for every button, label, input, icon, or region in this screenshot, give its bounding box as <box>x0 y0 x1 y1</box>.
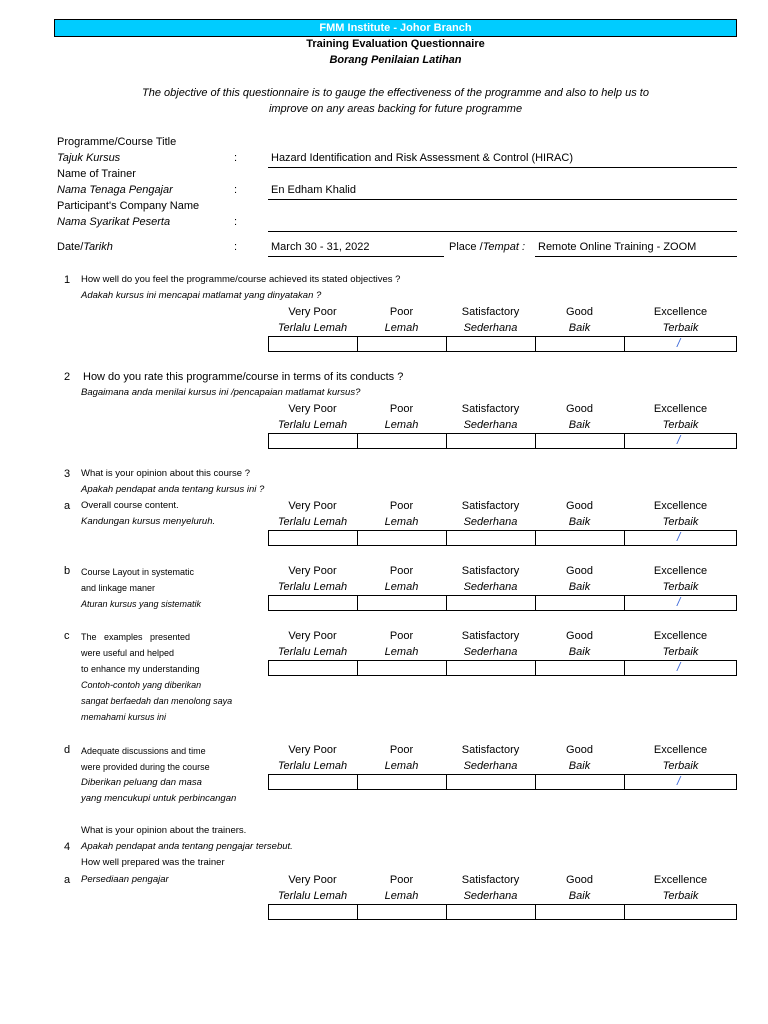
q3c-scale-label-2: Satisfactory <box>461 630 520 642</box>
q3b-scale-label-3: Good <box>566 565 593 577</box>
tick-mark-icon: / <box>677 530 681 544</box>
course-title-underline <box>268 167 737 168</box>
company-label-ms: Nama Syarikat Peserta <box>57 216 171 228</box>
q2-scale-label-ms-2: Sederhana <box>463 419 518 431</box>
q3c-rating-cell-good[interactable] <box>536 661 625 675</box>
q3a-scale-label-ms-2: Sederhana <box>463 516 518 528</box>
tick-mark-icon: / <box>677 433 681 447</box>
q4-sub: How well prepared was the trainer <box>81 857 225 868</box>
q1-scale-label-4: Excellence <box>653 306 708 318</box>
q2-rating-cell-poor[interactable] <box>358 434 447 448</box>
q3c-scale-label-4: Excellence <box>653 630 708 642</box>
q3d-scale-label-2: Satisfactory <box>461 744 520 756</box>
q2-scale-label-3: Good <box>566 403 593 415</box>
q1-rating-row <box>268 336 737 352</box>
q3c-scale-label-ms-4: Terbaik <box>662 646 699 658</box>
q3b-scale-label-ms-2: Sederhana <box>463 581 518 593</box>
q3a-scale-label-ms-0: Terlalu Lemah <box>277 516 348 528</box>
q3b-scale-label-2: Satisfactory <box>461 565 520 577</box>
q1-rating-cell-excellence[interactable] <box>625 337 736 351</box>
q3d-rating-cell-good[interactable] <box>536 775 625 789</box>
q3c-scale-label-ms-2: Sederhana <box>463 646 518 658</box>
q2-scale-label-ms-1: Lemah <box>384 419 419 431</box>
form-title: Training Evaluation Questionnaire <box>306 38 485 50</box>
q2-text-ms: Bagaimana anda menilai kursus ini /pencapaian matlamat kursus? <box>81 387 361 398</box>
q3a-rating-cell-good[interactable] <box>536 531 625 545</box>
q3d-rating-cell-very-poor[interactable] <box>269 775 358 789</box>
tick-mark-icon: / <box>677 336 681 350</box>
q1-scale-label-ms-4: Terbaik <box>662 322 699 334</box>
q3b-rating-cell-excellence[interactable] <box>625 596 736 610</box>
q1-scale-label-1: Poor <box>389 306 414 318</box>
q1-scale-label-2: Satisfactory <box>461 306 520 318</box>
tick-mark-icon: / <box>677 595 681 609</box>
q3a-rating-cell-satisfactory[interactable] <box>447 531 536 545</box>
q4a-scale-label-2: Satisfactory <box>461 874 520 886</box>
date-label-ms: Tarikh <box>83 241 113 253</box>
q3a-letter: a <box>64 500 71 512</box>
q3c-text-1: The examples presented <box>81 632 191 642</box>
q4a-scale-label-ms-3: Baik <box>568 890 591 902</box>
q3a-scale-label-3: Good <box>566 500 593 512</box>
q3d-text-ms-2: yang mencukupi untuk perbincangan <box>81 793 237 804</box>
q3c-rating-cell-very-poor[interactable] <box>269 661 358 675</box>
q2-rating-row <box>268 433 737 449</box>
q4a-scale-label-4: Excellence <box>653 874 708 886</box>
trainer-label: Name of Trainer <box>57 168 136 180</box>
q3c-rating-cell-poor[interactable] <box>358 661 447 675</box>
q3b-scale-label-ms-0: Terlalu Lemah <box>277 581 348 593</box>
q3d-scale-label-ms-3: Baik <box>568 760 591 772</box>
date-underline <box>268 256 444 257</box>
q1-scale-label-ms-0: Terlalu Lemah <box>277 322 348 334</box>
q3d-rating-cell-excellence[interactable] <box>625 775 736 789</box>
q4-intro-ms: Apakah pendapat anda tentang pengajar tersebut. <box>81 841 293 852</box>
q4a-rating-cell-good[interactable] <box>536 905 625 919</box>
q3d-scale-label-4: Excellence <box>653 744 708 756</box>
q4a-scale-label-3: Good <box>566 874 593 886</box>
q3d-rating-row <box>268 774 737 790</box>
q3b-text-1: Course Layout in systematic <box>81 567 195 577</box>
q3-number: 3 <box>64 468 71 480</box>
date-label-en: Date/ <box>57 241 84 253</box>
q4a-scale-label-ms-2: Sederhana <box>463 890 518 902</box>
q3b-text-ms: Aturan kursus yang sistematik <box>81 599 202 609</box>
trainer-value[interactable]: En Edham Khalid <box>271 184 356 196</box>
date-value[interactable]: March 30 - 31, 2022 <box>271 241 370 253</box>
q2-number: 2 <box>64 371 71 383</box>
q4a-rating-cell-excellence[interactable] <box>625 905 736 919</box>
q3a-text-ms: Kandungan kursus menyeluruh. <box>81 516 216 527</box>
q3a-scale-label-2: Satisfactory <box>461 500 520 512</box>
q4a-rating-cell-very-poor[interactable] <box>269 905 358 919</box>
q2-rating-cell-very-poor[interactable] <box>269 434 358 448</box>
place-underline <box>535 256 737 257</box>
q2-scale-label-4: Excellence <box>653 403 708 415</box>
q1-number: 1 <box>64 274 71 286</box>
q4a-letter: a <box>64 874 71 886</box>
institute-banner: FMM Institute - Johor Branch <box>54 19 737 37</box>
q4a-scale-label-ms-4: Terbaik <box>662 890 699 902</box>
q3a-scale-label-0: Very Poor <box>288 500 337 512</box>
q3c-scale-label-3: Good <box>566 630 593 642</box>
q3d-scale-label-ms-0: Terlalu Lemah <box>277 760 348 772</box>
q3c-rating-cell-satisfactory[interactable] <box>447 661 536 675</box>
q3a-rating-row <box>268 530 737 546</box>
trainer-underline <box>268 199 737 200</box>
q3b-rating-cell-satisfactory[interactable] <box>447 596 536 610</box>
q3b-rating-cell-good[interactable] <box>536 596 625 610</box>
colon: : <box>234 216 238 228</box>
place-label <box>449 241 525 253</box>
q3b-letter: b <box>64 565 71 577</box>
q4a-scale-label-1: Poor <box>389 874 414 886</box>
q2-rating-cell-good[interactable] <box>536 434 625 448</box>
q3d-letter: d <box>64 744 71 756</box>
colon: : <box>234 152 238 164</box>
q3a-text: Overall course content. <box>81 500 179 511</box>
q3d-text-ms-1: Diberikan peluang dan masa <box>81 777 202 788</box>
course-title-value[interactable]: Hazard Identification and Risk Assessment & Control (HIRAC) <box>271 152 574 164</box>
company-underline <box>268 231 737 232</box>
q3d-rating-cell-satisfactory[interactable] <box>447 775 536 789</box>
q3b-text-2: and linkage maner <box>81 583 156 593</box>
q1-scale-label-ms-3: Baik <box>568 322 591 334</box>
q3c-rating-cell-excellence[interactable] <box>625 661 736 675</box>
colon: : <box>234 184 238 196</box>
q3-text-ms: Apakah pendapat anda tentang kursus ini ? <box>81 484 265 495</box>
q2-scale-label-ms-3: Baik <box>568 419 591 431</box>
q3d-scale-label-0: Very Poor <box>288 744 337 756</box>
q3c-scale-label-1: Poor <box>389 630 414 642</box>
q3d-scale-label-3: Good <box>566 744 593 756</box>
trainer-label-ms: Nama Tenaga Pengajar <box>57 184 173 196</box>
q3c-scale-label-ms-0: Terlalu Lemah <box>277 646 348 658</box>
date-label <box>57 241 113 253</box>
tick-mark-icon: / <box>677 660 681 674</box>
q2-scale-label-1: Poor <box>389 403 414 415</box>
q3d-scale-label-ms-4: Terbaik <box>662 760 699 772</box>
q1-rating-cell-poor[interactable] <box>358 337 447 351</box>
q4-intro: What is your opinion about the trainers. <box>81 825 247 836</box>
colon: : <box>234 241 238 253</box>
q3c-letter: c <box>64 630 70 642</box>
q3b-scale-label-0: Very Poor <box>288 565 337 577</box>
q3d-scale-label-ms-2: Sederhana <box>463 760 518 772</box>
q3b-scale-label-ms-1: Lemah <box>384 581 419 593</box>
q2-rating-cell-excellence[interactable] <box>625 434 736 448</box>
q3c-text-3: to enhance my understanding <box>81 664 200 674</box>
place-label-ms: Tempat : <box>482 241 526 253</box>
q1-text: How well do you feel the programme/course achieved its stated objectives ? <box>81 274 401 285</box>
q3b-scale-label-ms-3: Baik <box>568 581 591 593</box>
q3a-scale-label-ms-1: Lemah <box>384 516 419 528</box>
q3c-text-ms-2: sangat berfaedah dan menolong saya <box>81 696 233 706</box>
objective-line-1: The objective of this questionnaire is to gauge the effectiveness of the programme and also to help us to <box>142 87 649 99</box>
q1-scale-label-3: Good <box>566 306 593 318</box>
q1-text-ms: Adakah kursus ini mencapai matlamat yang dinyatakan ? <box>81 290 322 301</box>
q3a-scale-label-ms-3: Baik <box>568 516 591 528</box>
q4a-scale-label-ms-0: Terlalu Lemah <box>277 890 348 902</box>
company-label: Participant's Company Name <box>57 200 200 212</box>
q1-rating-cell-very-poor[interactable] <box>269 337 358 351</box>
q2-scale-label-ms-4: Terbaik <box>662 419 699 431</box>
q3a-rating-cell-excellence[interactable] <box>625 531 736 545</box>
q3a-scale-label-4: Excellence <box>653 500 708 512</box>
q3c-text-ms-1: Contoh-contoh yang diberikan <box>81 680 202 690</box>
objective-line-2: improve on any areas backing for future programme <box>268 103 523 115</box>
q3a-rating-cell-poor[interactable] <box>358 531 447 545</box>
course-title-label-ms: Tajuk Kursus <box>57 152 121 164</box>
q3b-rating-cell-very-poor[interactable] <box>269 596 358 610</box>
q3b-scale-label-4: Excellence <box>653 565 708 577</box>
q3c-scale-label-ms-3: Baik <box>568 646 591 658</box>
q3a-rating-cell-very-poor[interactable] <box>269 531 358 545</box>
form-subtitle: Borang Penilaian Latihan <box>329 54 462 66</box>
place-label-en: Place / <box>449 241 483 253</box>
q3c-scale-label-ms-1: Lemah <box>384 646 419 658</box>
q3d-rating-cell-poor[interactable] <box>358 775 447 789</box>
course-title-label: Programme/Course Title <box>57 136 177 148</box>
q1-scale-label-ms-1: Lemah <box>384 322 419 334</box>
q3c-text-ms-3: memahami kursus ini <box>81 712 167 722</box>
q1-scale-label-ms-2: Sederhana <box>463 322 518 334</box>
q3d-scale-label-ms-1: Lemah <box>384 760 419 772</box>
tick-mark-icon: / <box>677 774 681 788</box>
q3a-scale-label-ms-4: Terbaik <box>662 516 699 528</box>
q4a-rating-row <box>268 904 737 920</box>
q3d-text-2: were provided during the course <box>81 762 210 772</box>
q4a-scale-label-ms-1: Lemah <box>384 890 419 902</box>
q4a-rating-cell-poor[interactable] <box>358 905 447 919</box>
q3b-rating-cell-poor[interactable] <box>358 596 447 610</box>
q3b-rating-row <box>268 595 737 611</box>
q3c-scale-label-0: Very Poor <box>288 630 337 642</box>
q3-text: What is your opinion about this course ? <box>81 468 250 479</box>
q2-rating-cell-satisfactory[interactable] <box>447 434 536 448</box>
q4a-scale-label-0: Very Poor <box>288 874 337 886</box>
place-value[interactable]: Remote Online Training - ZOOM <box>538 241 697 253</box>
q2-text: How do you rate this programme/course in terms of its conducts ? <box>83 371 404 383</box>
q3b-scale-label-ms-4: Terbaik <box>662 581 699 593</box>
q2-scale-label-2: Satisfactory <box>461 403 520 415</box>
q2-scale-label-0: Very Poor <box>288 403 337 415</box>
q1-scale-label-0: Very Poor <box>288 306 337 318</box>
q1-rating-cell-satisfactory[interactable] <box>447 337 536 351</box>
q3d-scale-label-1: Poor <box>389 744 414 756</box>
q4a-text-ms: Persediaan pengajar <box>81 874 169 885</box>
q3b-scale-label-1: Poor <box>389 565 414 577</box>
q3a-scale-label-1: Poor <box>389 500 414 512</box>
q3c-text-2: were useful and helped <box>81 648 175 658</box>
q1-rating-cell-good[interactable] <box>536 337 625 351</box>
q3d-text-1: Adequate discussions and time <box>81 746 206 756</box>
q2-scale-label-ms-0: Terlalu Lemah <box>277 419 348 431</box>
q4-number: 4 <box>64 841 71 853</box>
q3c-rating-row <box>268 660 737 676</box>
q4a-rating-cell-satisfactory[interactable] <box>447 905 536 919</box>
